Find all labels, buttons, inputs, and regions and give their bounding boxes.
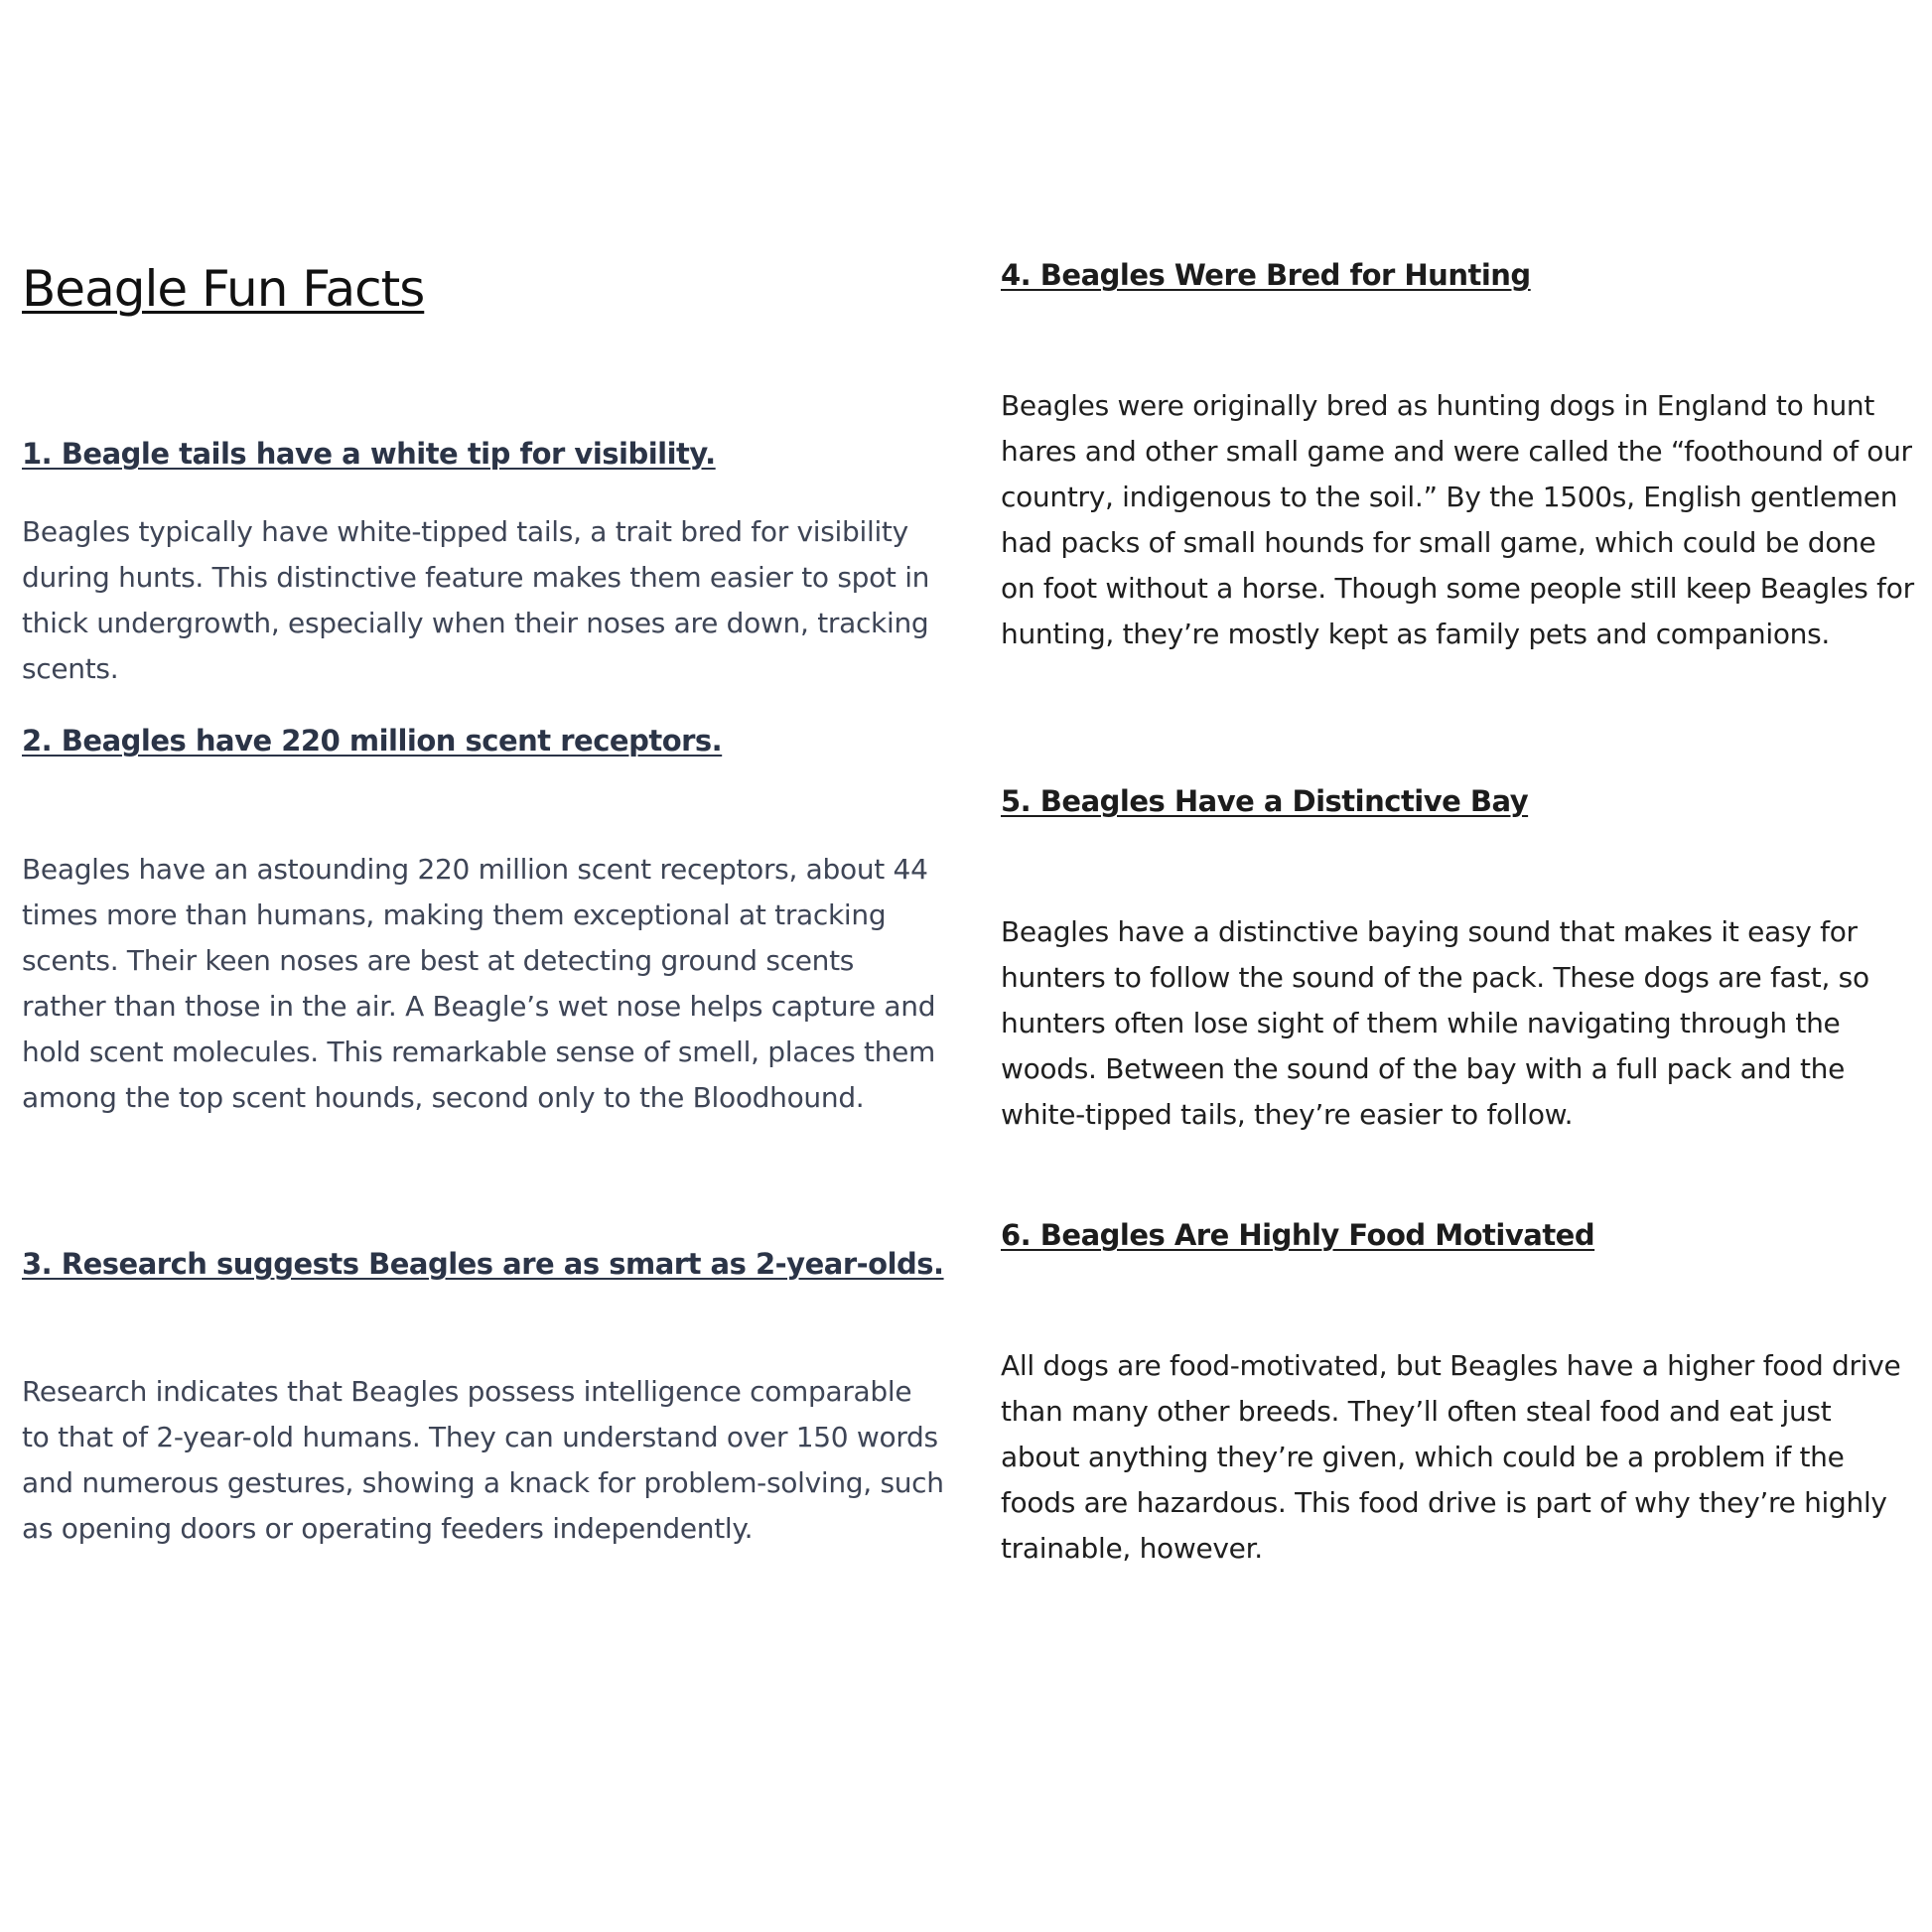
fact-4-body: Beagles were originally bred as hunting dogs in England to hunt hares and other small game and were called the “foothound of our country, indigenous to the soil.” By the 1500s, English gentlemen had packs of small hounds for small game, which could be done on foot without a horse. Though some people still keep Beagles for hunting, they’re mostly kept as family pets and companions. [1001, 389, 1914, 650]
fact-3-heading: 3. Research suggests Beagles are as smart as 2-year-olds. [22, 1247, 944, 1281]
fact-4-heading: 4. Beagles Were Bred for Hunting [1001, 258, 1531, 292]
page-title: Beagle Fun Facts [22, 260, 425, 318]
fact-5-heading: 5. Beagles Have a Distinctive Bay [1001, 784, 1529, 818]
fact-6-body: All dogs are food-motivated, but Beagles have a higher food drive than many other breeds. They’ll often steal food and eat just about anything they’re given, which could be a problem if the foods are hazardous. This food drive is part of why they’re highly trainable, however. [1001, 1349, 1901, 1565]
fact-6-heading: 6. Beagles Are Highly Food Motivated [1001, 1218, 1595, 1252]
fact-1-heading: 1. Beagle tails have a white tip for visibility. [22, 437, 716, 471]
fact-2-heading: 2. Beagles have 220 million scent receptors. [22, 724, 723, 758]
fact-5-body: Beagles have a distinctive baying sound that makes it easy for hunters to follow the sound of the pack. These dogs are fast, so hunters often lose sight of them while navigating through the woods. Between the sound of the bay with a full pack and the white-tipped tails, they’re easier to follow. [1001, 915, 1869, 1131]
fact-1-body: Beagles typically have white-tipped tails, a trait bred for visibility during hunts. This distinctive feature makes them easier to spot in thick undergrowth, especially when their noses are down, tracking scents. [22, 515, 930, 685]
fact-2-body: Beagles have an astounding 220 million scent receptors, about 44 times more than humans, making them exceptional at tracking scents. Their keen noses are best at detecting ground scents rather than those in the air. A Beagle’s wet nose helps capture and hold scent molecules. This remarkable sense of smell, places them among the top scent hounds, second only to the Bloodhound. [22, 853, 936, 1114]
fact-3-body: Research indicates that Beagles possess intelligence comparable to that of 2-year-old humans. They can understand over 150 words and numerous gestures, showing a knack for problem-solving, such as opening doors or operating feeders independently. [22, 1375, 944, 1545]
